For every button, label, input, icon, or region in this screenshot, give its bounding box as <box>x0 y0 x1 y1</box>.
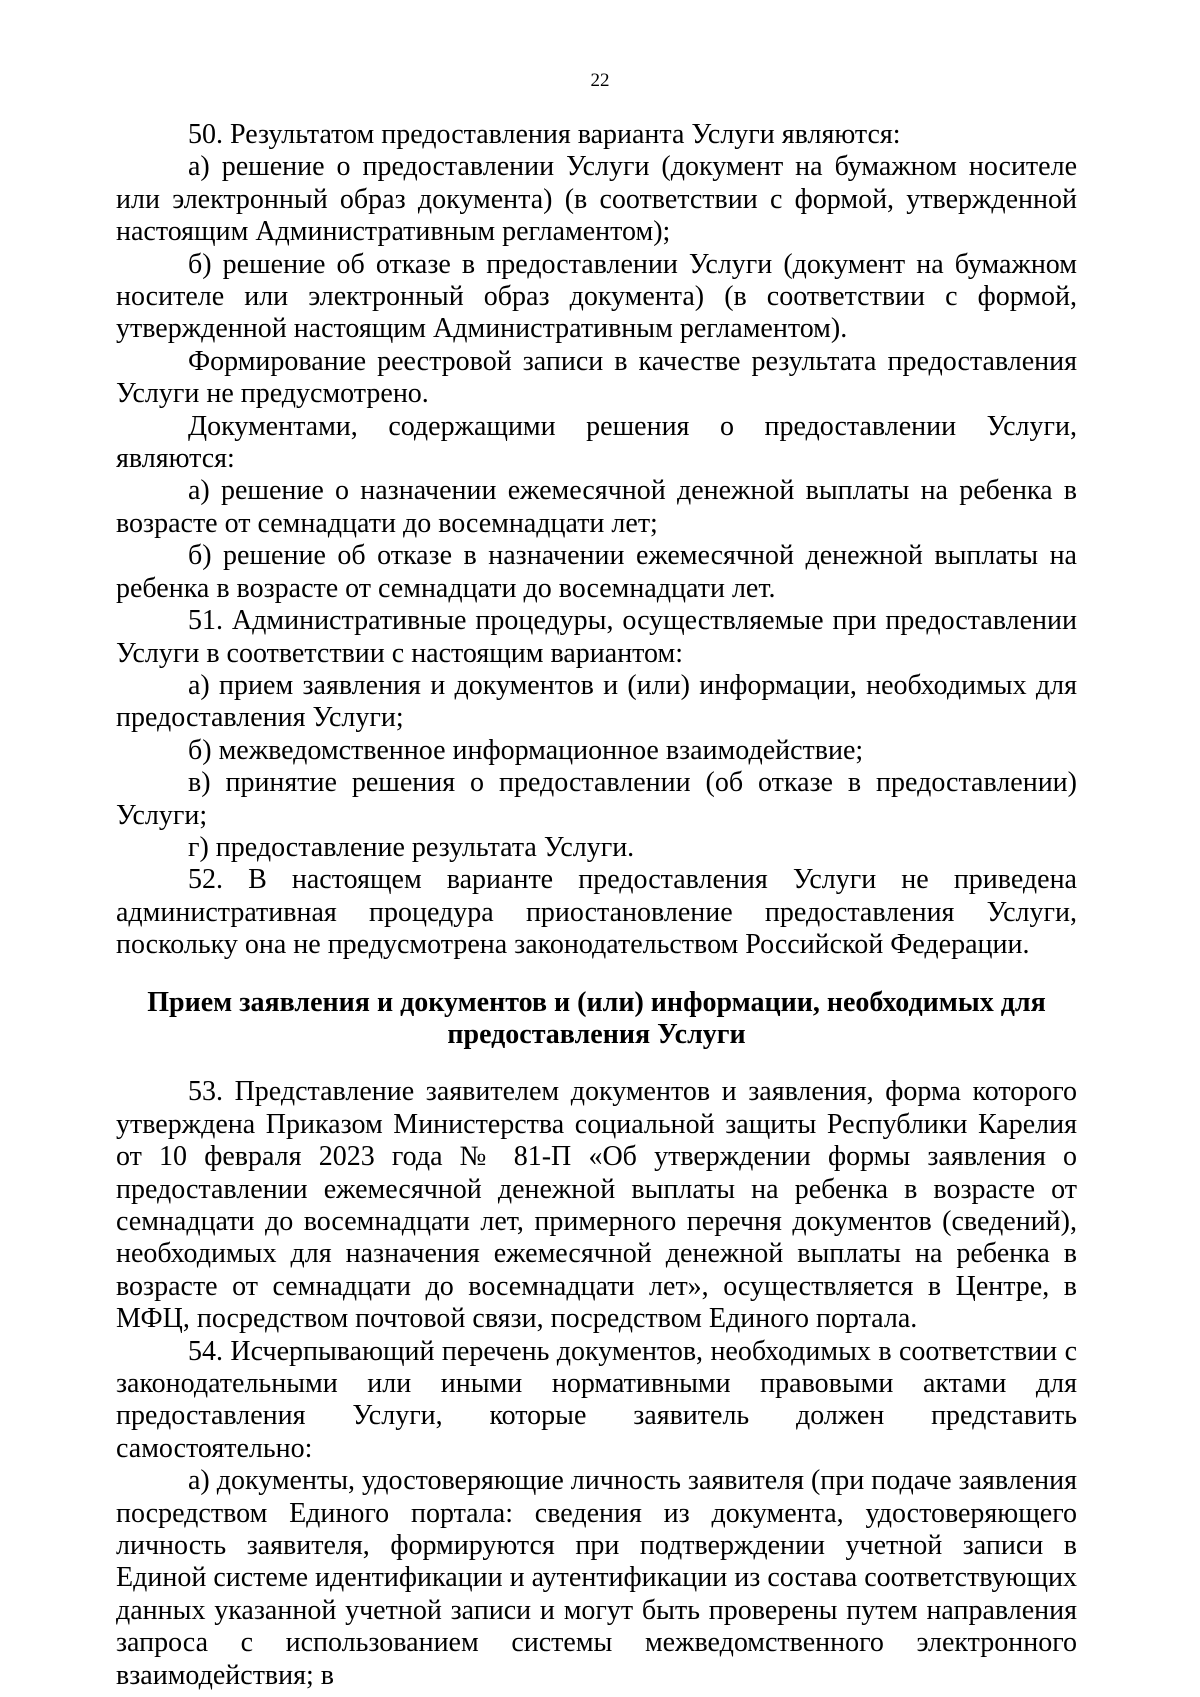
paragraph: 52. В настоящем варианте предоставления Услуги не приведена административная процедура приостановление предоставления Услуги, поскольку она не предусмотрена законодательством Российской Федерации. <box>116 864 1077 961</box>
paragraph: а) документы, удостоверяющие личность заявителя (при подаче заявления посредством Единого портала: сведения из документа, удостоверяющего личность заявителя, формируются при подтверждении учетной записи в Единой системе идентификации и аутентификации из состава соответствующих данных указанной учетной записи и могут быть проверены путем направления запроса с использованием системы межведомственного электронного взаимодействия; в <box>116 1465 1077 1691</box>
paragraph: Документами, содержащими решения о предоставлении Услуги, являются: <box>116 410 1077 475</box>
section-heading: Прием заявления и документов и (или) информации, необходимых для предоставления Услуги <box>147 986 1046 1050</box>
paragraph: б) межведомственное информационное взаимодействие; <box>188 734 864 766</box>
paragraph: б) решение об отказе в назначении ежемесячной денежной выплаты на ребенка в возрасте от семнадцати до восемнадцати лет. <box>116 540 1077 604</box>
paragraph: 51. Административные процедуры, осуществляемые при предоставлении Услуги в соответствии с настоящим вариантом: <box>116 605 1077 669</box>
paragraph: 50. Результатом предоставления варианта Услуги являются: <box>188 119 901 150</box>
paragraph: а) решение о назначении ежемесячной денежной выплаты на ребенка в возрасте от семнадцати до восемнадцати лет; <box>116 475 1077 539</box>
page-number: 22 <box>590 70 610 91</box>
paragraph: в) принятие решения о предоставлении (об отказе в предоставлении) Услуги; <box>116 767 1077 831</box>
document-body <box>116 119 1077 1692</box>
paragraph: 53. Представление заявителем документов и заявления, форма которого утверждена Приказом Министерства социальной защиты Республики Карелия от 10 февраля 2023 года № 81-П «Об утверждении формы заявления о предоставлении ежемесячной денежной выплаты на ребенка в возрасте от семнадцати до восемнадцати лет, примерного перечня документов (сведений), необходимых для назначения ежемесячной денежной выплаты на ребенка в возрасте от семнадцати до восемнадцати лет», осуществляется в Центре, в МФЦ, посредством почтовой связи, посредством Единого портала. <box>116 1076 1077 1335</box>
paragraph: Формирование реестровой записи в качестве результата предоставления Услуги не предусмотрено. <box>116 345 1077 410</box>
paragraph: а) прием заявления и документов и (или) информации, необходимых для предоставления Услуги; <box>116 669 1077 734</box>
paragraph: г) предоставление результата Услуги. <box>188 831 635 863</box>
paragraph: 54. Исчерпывающий перечень документов, необходимых в соответствии с законодательными или иными нормативными правовыми актами для предоставления Услуги, которые заявитель должен представить самостоятельно: <box>116 1335 1077 1464</box>
paragraph: а) решение о предоставлении Услуги (документ на бумажном носителе или электронный образ документа) (в соответствии с формой, утвержденной настоящим Административным регламентом); <box>116 151 1077 248</box>
paragraph: б) решение об отказе в предоставлении Услуги (документ на бумажном носителе или электронный образ документа) (в соответствии с формой, утвержденной настоящим Административным регламентом). <box>116 248 1077 345</box>
